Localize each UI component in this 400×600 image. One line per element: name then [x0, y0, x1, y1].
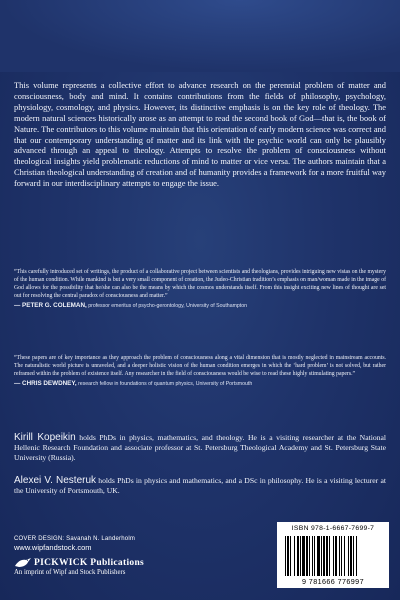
publisher-row [14, 557, 234, 569]
publisher-credits [14, 536, 234, 576]
author-bio-1 [14, 433, 386, 464]
endorsement-attribution [14, 380, 386, 388]
author-name: Kirill Kopeikin [14, 432, 76, 443]
bird-logo-icon [14, 557, 32, 569]
author-name: Alexei V. Nesteruk [14, 475, 97, 486]
author-bio-2 [14, 476, 386, 496]
isbn-barcode [277, 522, 389, 588]
endorser-name: — PETER G. COLEMAN, [14, 302, 87, 310]
cover-design-credit: COVER DESIGN: Savanah N. Landerholm [14, 536, 136, 542]
publisher-website: www.wipfandstock.com [14, 543, 92, 552]
endorser-role: research fellow in foundations of quantum physics, University of Portsmouth [78, 381, 253, 388]
endorsement-text: “This carefully introduced set of writings, the product of a collaborative project between scientists and theologians, provides intriguing new vistas on the mystery of the human condition. While mankind is but a very small component of creation, the Judeo-Christian tradition’s emphasis on man/woman made in the image of God allows for the possibility that he/she can also be the means by which the cosmos understands itself. From this insight exciting new lines of thought are set out for resolving the central paradox of consciousness and matter.” [14, 269, 386, 300]
publisher-imprint: An imprint of Wipf and Stock Publishers [14, 569, 126, 576]
author-bio-text: holds PhDs in physics and mathematics, and a DSc in philosophy. He is a visiting lecturer at the University of Portsmouth, UK. [14, 476, 386, 496]
endorsement-attribution [14, 302, 386, 310]
endorser-role: professor emeritus of psycho-gerontology, University of Southampton [88, 303, 247, 310]
endorsement-2 [14, 354, 386, 388]
barcode-icon [285, 536, 381, 576]
author-bio-text: holds PhDs in physics, mathematics, and theology. He is a visiting researcher at the National Hellenic Research Foundation and associate professor at St. Petersburg Theological Academy and St. Petersburg State University (Russia). [14, 433, 386, 463]
barcode-digits: 9 781666 776997 [302, 577, 364, 586]
isbn-number: ISBN 978-1-6667-7699-7 [291, 525, 375, 532]
endorsement-text: “These papers are of key importance as they approach the problem of consciousness along a vital dimension that is mostly neglected in mainstream accounts. The naturalistic world picture is unraveled, and a deeper holistic vision of the human condition emerges in which the ‘hard problem’ is not solved, but rather reframed within the problem of existence itself. Any researcher in the field of consciousness would be wise to read these highly stimulating papers.” [14, 355, 386, 378]
top-gradient-band [0, 0, 400, 72]
endorser-name: — CHRIS DEWDNEY, [14, 380, 77, 388]
publisher-name: PICKWICK Publications [34, 558, 145, 568]
book-description: This volume represents a collective effort to advance research on the perennial problem of matter and consciousness, body and mind. It contains contributions from the fields of philosophy, psychology, physiology, cosmology, and physics. However, its distinctive emphasis is on the key role of theology. The modern natural sciences historically arose as an attempt to read the second book of God—that is, the book of Nature. The contributors to this volume maintain that this orientation of early modern science was correct and that our contemporary understanding of matter and its link with the psychic world can only be plausibly advanced through an appeal to theology. Attempts to resolve the problem of consciousness without theological insights yield problematic reductions of mind to matter or vice versa. The authors maintain that a Christian theological understanding of creation and of humanity provides a framework for a more fruitful way forward in our interdisciplinary attempts to engage the issue. [14, 80, 386, 189]
endorsement-1 [14, 268, 386, 310]
